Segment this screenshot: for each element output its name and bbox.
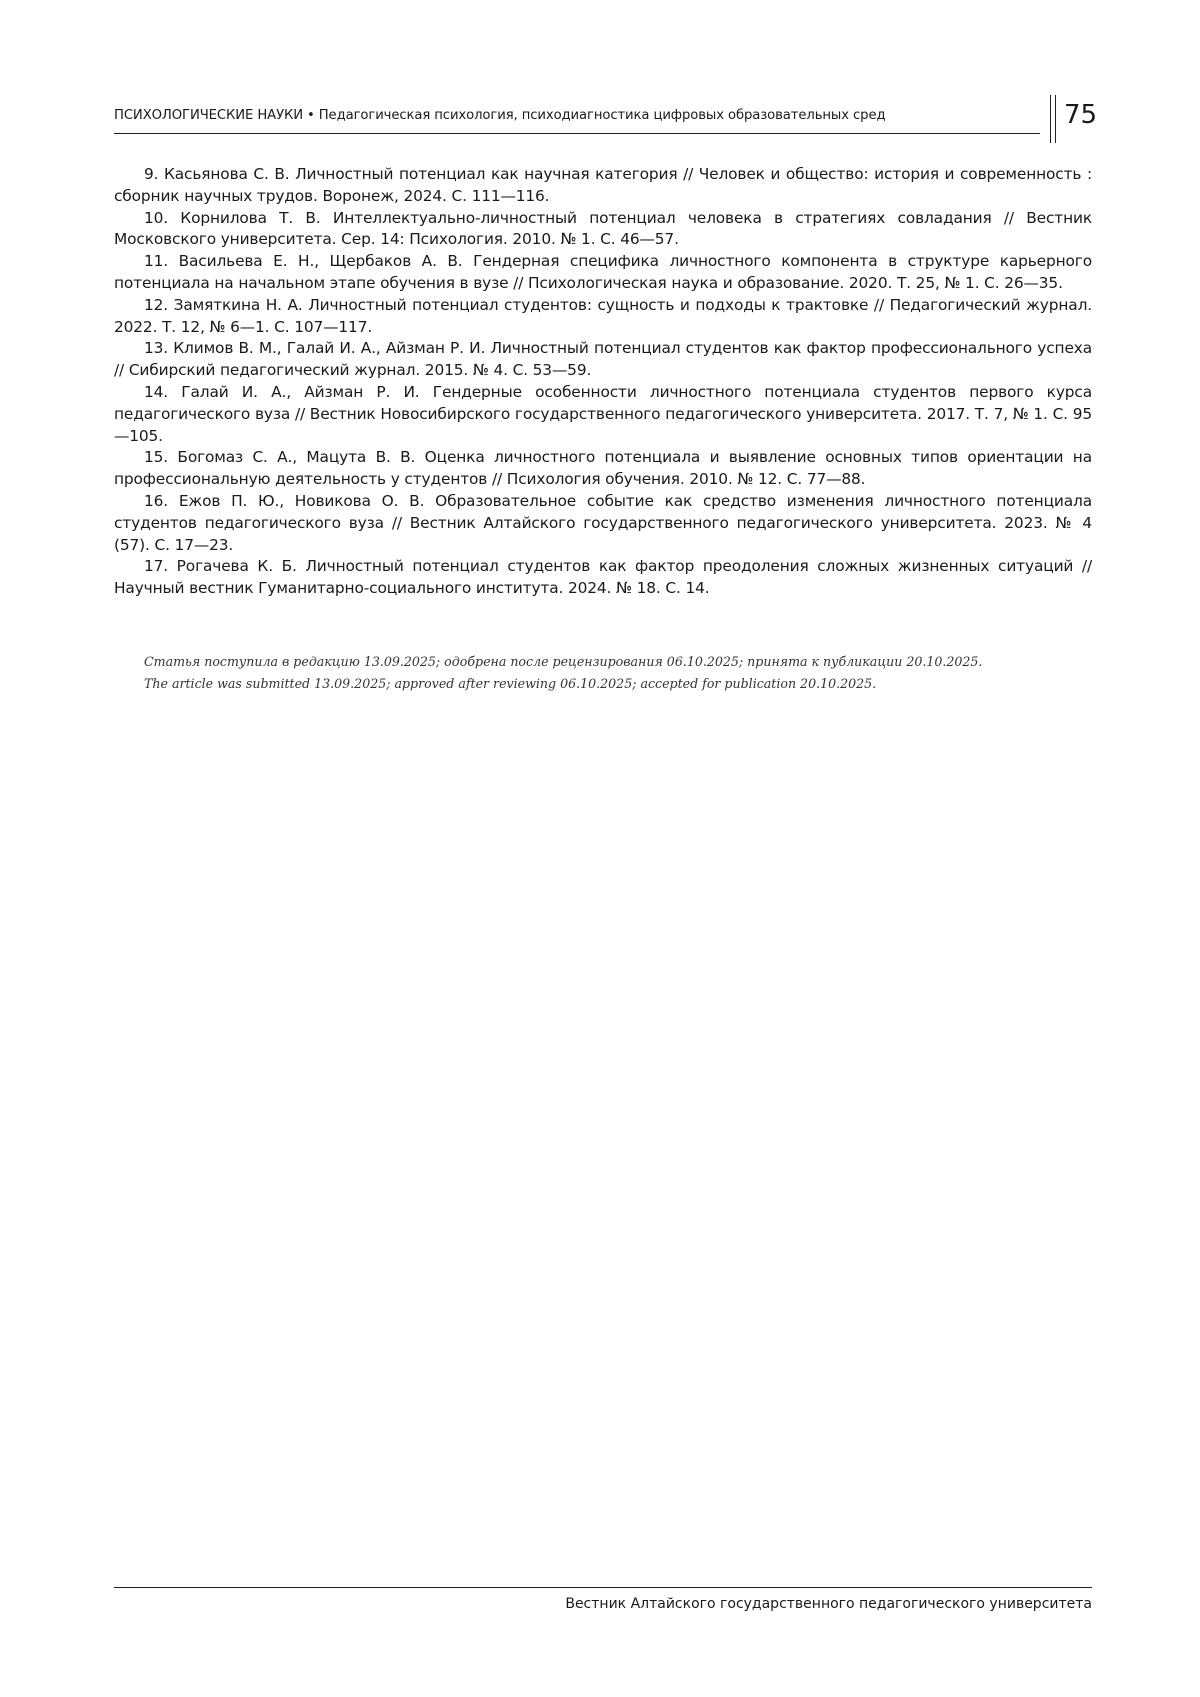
section-name: ПСИХОЛОГИЧЕСКИЕ НАУКИ [114,108,304,123]
reference-list [114,164,1092,600]
reference-item: 10. Корнилова Т. В. Интеллектуально-личностный потенциал человека в стратегиях совладания // Вестник Московского университета. Сер. 14: Психология. 2010. № 1. С. 46—57. [114,208,1092,249]
reference-item: 17. Рогачева К. Б. Личностный потенциал студентов как фактор преодоления сложных жизненных ситуаций // Научный вестник Гуманитарно-социального института. 2024. № 18. С. 14. [114,557,1092,598]
footer-rule [114,1587,1092,1588]
footer-journal-title: Вестник Алтайского государственного педагогического университета [565,1596,1092,1612]
reference-item: 9. Касьянова С. В. Личностный потенциал как научная категория // Человек и общество: история и современность : сборник научных трудов. Воронеж, 2024. С. 111—116. [114,165,1092,205]
reference-item: 11. Васильева Е. Н., Щербаков А. В. Гендерная специфика личностного компонента в структуре карьерного потенциала на начальном этапе обучения в вузе // Психологическая наука и образование. 2020. Т. 25, № 1. С. 26—35. [114,252,1092,292]
article-dates [144,651,1084,695]
article-dates-ru: Статья поступила в редакцию 13.09.2025; одобрена после рецензирования 06.10.2025; принята к публикации 20.10.2025. [144,654,983,669]
reference-item: 12. Замяткина Н. А. Личностный потенциал студентов: сущность и подходы к трактовке // Педагогический журнал. 2022. Т. 12, № 6—1. С. 107—117. [114,295,1092,336]
section-title [114,108,885,123]
subsection-name: Педагогическая психология, психодиагностика цифровых образовательных сред [318,108,886,123]
article-dates-en: The article was submitted 13.09.2025; approved after reviewing 06.10.2025; accepted for publication 20.10.2025. [144,676,877,691]
reference-item: 13. Климов В. М., Галай И. А., Айзман Р. И. Личностный потенциал студентов как фактор профессионального успеха // Сибирский педагогический журнал. 2015. № 4. С. 53—59. [114,339,1092,380]
reference-item: 16. Ежов П. Ю., Новикова О. В. Образовательное событие как средство изменения личностного потенциала студентов педагогического вуза // Вестник Алтайского государственного педагогического университета. 2023. № 4 (57). С. 17—23. [114,491,1092,554]
running-head [114,95,1040,134]
page-number: 75 [1064,100,1098,130]
reference-item: 15. Богомаз С. А., Мацута В. В. Оценка личностного потенциала и выявление основных типов ориентации на профессиональную деятельность у студентов // Психология обучения. 2010. № 12. С. 77—88. [114,448,1092,489]
reference-item: 14. Галай И. А., Айзман Р. И. Гендерные особенности личностного потенциала студентов первого курса педагогического вуза // Вестник Новосибирского государственного педагогического университета. 2017. Т. 7, № 1. С. 95—105. [114,382,1092,445]
header-bullet: • [307,108,315,123]
page-number-rule [1055,95,1056,143]
page-number-rule [1050,95,1051,143]
